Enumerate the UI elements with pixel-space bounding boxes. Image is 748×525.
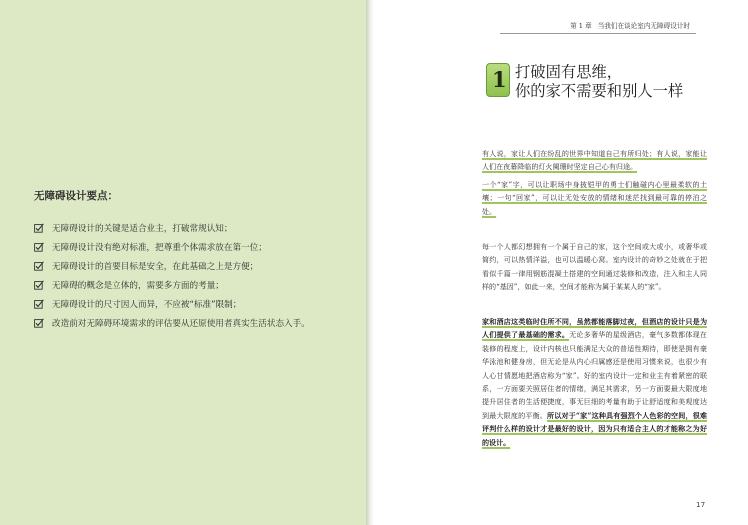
list-item-text: 无障碍的概念是立体的，需要多方面的考量； [52,280,224,291]
list-item [34,294,310,313]
header-divider [500,33,696,34]
section-title-line-1: 打破固有思维， [515,63,623,81]
list-item [34,237,310,256]
left-page [0,0,366,525]
checkbox-check-icon [34,318,44,328]
list-item [34,275,310,294]
intro-paragraph-2 [482,178,707,218]
body-paragraph-2 [482,315,707,449]
book-gutter [366,0,374,525]
intro-paragraph-1 [482,147,707,174]
summary-title: 无障碍设计要点： [34,190,118,202]
checkbox-check-icon [34,223,44,233]
chapter-label: 第 1 章 [570,22,592,30]
emphasis-text: 所以对于“家”这种具有强烈个人色彩的空间，很难评判什么样的设计才是最好的设计，因为只有适合主人的才能称之为好的设计。 [482,410,707,447]
chapter-title: 当我们在谈论室内无障碍设计时 [597,22,690,30]
section-number: 1 [492,67,507,92]
list-item-text: 改造前对无障碍环境需求的评估要从还原使用者真实生活状态入手。 [52,318,310,329]
running-header [570,20,690,30]
section-title-line-2: 你的家不需要和别人一样 [515,82,684,100]
body-text: 无论多奢华的星级酒店，豪气多数都体现在装修的程度上，设计内核也只能满足大众的普适性期待，即使是拥有豪华泳池和健身房，但无论是从内心归属感还是使用习惯来说，也很少有人心甘情愿地把酒店称为“家”。好的室内设计一定和业主有着紧密的联系，一方面要关照居住者的情绪，满足其需求，另一方面要最大限度地提升居住者的生活便捷度，事无巨细的考量有助于让舒适度和美观度达到最大限度的平衡。 [482,330,707,420]
list-item-text: 无障碍设计的尺寸因人而异，不应被“标准”限制； [52,299,242,310]
highlighted-text: 一个“家”字，可以让职场中身披铠甲的勇士们触碰内心里最柔软的土壤；一句“回家”，可以让无处安放的情绪和迷茫找到最可靠的停泊之处。 [482,180,707,216]
summary-list [34,218,310,332]
list-item-text: 无障碍设计的关键是适合业主，打破常规认知； [52,223,233,234]
list-item [34,218,310,237]
list-item-text: 无障碍设计没有绝对标准，把尊重个体需求放在第一位； [52,242,267,253]
list-item-text: 无障碍设计的首要目标是安全，在此基础之上是方便； [52,261,259,272]
emphasis-text: 家和酒店这类临时住所不同，虽然都能落脚过夜，但酒店的设计只是为人们提供了最基础的需求。 [482,317,707,340]
checkbox-check-icon [34,280,44,290]
highlighted-text: 有人说，家让人们在纷乱的世界中知道自己有所归处；有人说，家能让人们在夜幕降临的灯火阑珊时坚定自己心有归途。 [482,149,707,172]
list-item [34,313,310,332]
list-item [34,256,310,275]
section-number-badge [486,63,510,97]
checkbox-check-icon [34,261,44,271]
page-number: 17 [696,500,706,509]
checkbox-check-icon [34,242,44,252]
checkbox-check-icon [34,299,44,309]
section-title [515,63,683,101]
body-paragraph-1: 每一个人都幻想拥有一个属于自己的家，这个空间或大或小，或奢华或简约，可以热情洋溢，也可以温暖心窝。室内设计的奇妙之处就在于把看似千篇一律用钢筋混凝土搭建的空间通过装修和改造，注入和主人同样的“基因”，如此一来，空间才能称为属于某某人的“家”。 [482,242,707,292]
